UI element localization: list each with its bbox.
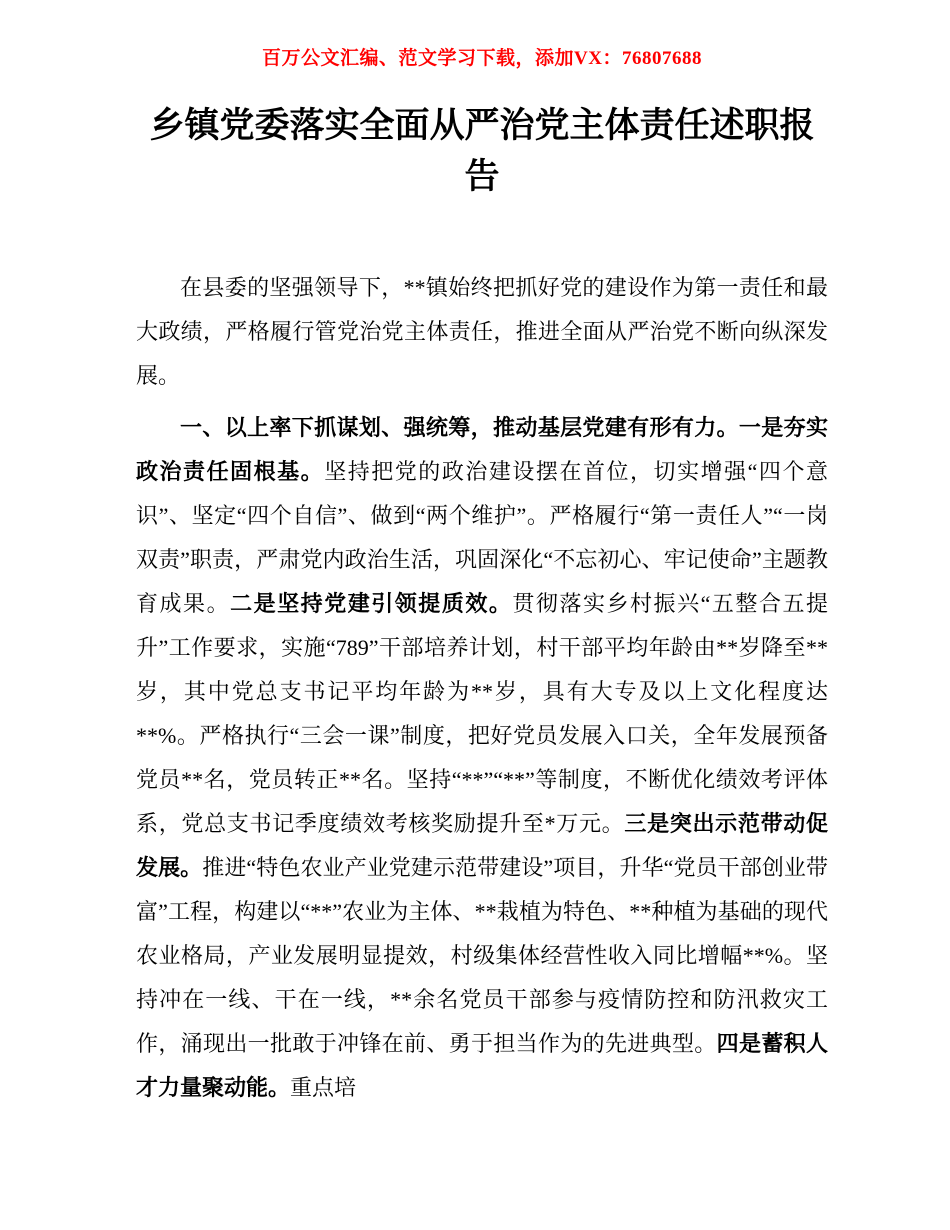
paragraph (136, 266, 828, 398)
text-run: 在县委的坚强领导下，**镇始终把抓好党的建设作为第一责任和最大政绩，严格履行管党治党主体责任，推进全面从严治党不断向纵深发展。 (136, 275, 828, 388)
header-notice: 百万公文汇编、范文学习下载，添加VX：76807688 (262, 48, 702, 69)
text-run: 贯彻落实乡村振兴“五整合五提升”工作要求，实施“789”干部培养计划，村干部平均年龄由**岁降至**岁，其中党总支书记平均年龄为**岁，具有大专及以上文化程度达**%。严格执行“三会一课”制度，把好党员发展入口关，全年发展预备党员**名，党员转正**名。坚持“**”“**”等制度，不断优化绩效考评体系，党总支书记季度绩效考核奖励提升至*万元。 (136, 591, 828, 836)
document-title: 乡镇党委落实全面从严治党主体责任述职报告 (149, 106, 815, 196)
bold-text-run: 四是蓄积人才力量聚动能。 (136, 1031, 828, 1100)
document-body (136, 266, 828, 1110)
text-run: 推进“特色农业产业党建示范带建设”项目，升华“党员干部创业带富”工程，构建以“**”农业为主体、**栽植为特色、**种植为基础的现代农业格局，产业发展明显提效，村级集体经营性收入同比增幅**%。坚持冲在一线、干在一线，**余名党员干部参与疫情防控和防汛救灾工作，涌现出一批敢于冲锋在前、勇于担当作为的先进典型。 (136, 855, 828, 1056)
bold-text-run: 一、以上率下抓谋划、强统筹，推动基层党建有形有力。一是夯实政治责任固根基。 (136, 415, 828, 484)
bold-text-run: 三是突出示范带动促发展。 (136, 811, 828, 880)
bold-text-run: 二是坚持党建引领提质效。 (230, 591, 513, 616)
text-run: 重点培 (290, 1075, 357, 1100)
text-run: 坚持把党的政治建设摆在首位，切实增强“四个意识”、坚定“四个自信”、做到“两个维护”。严格履行“第一责任人”“一岗双责”职责，严肃党内政治生活，巩固深化“不忘初心、牢记使命”主题教育成果。 (136, 459, 828, 616)
paragraph (136, 406, 828, 1110)
